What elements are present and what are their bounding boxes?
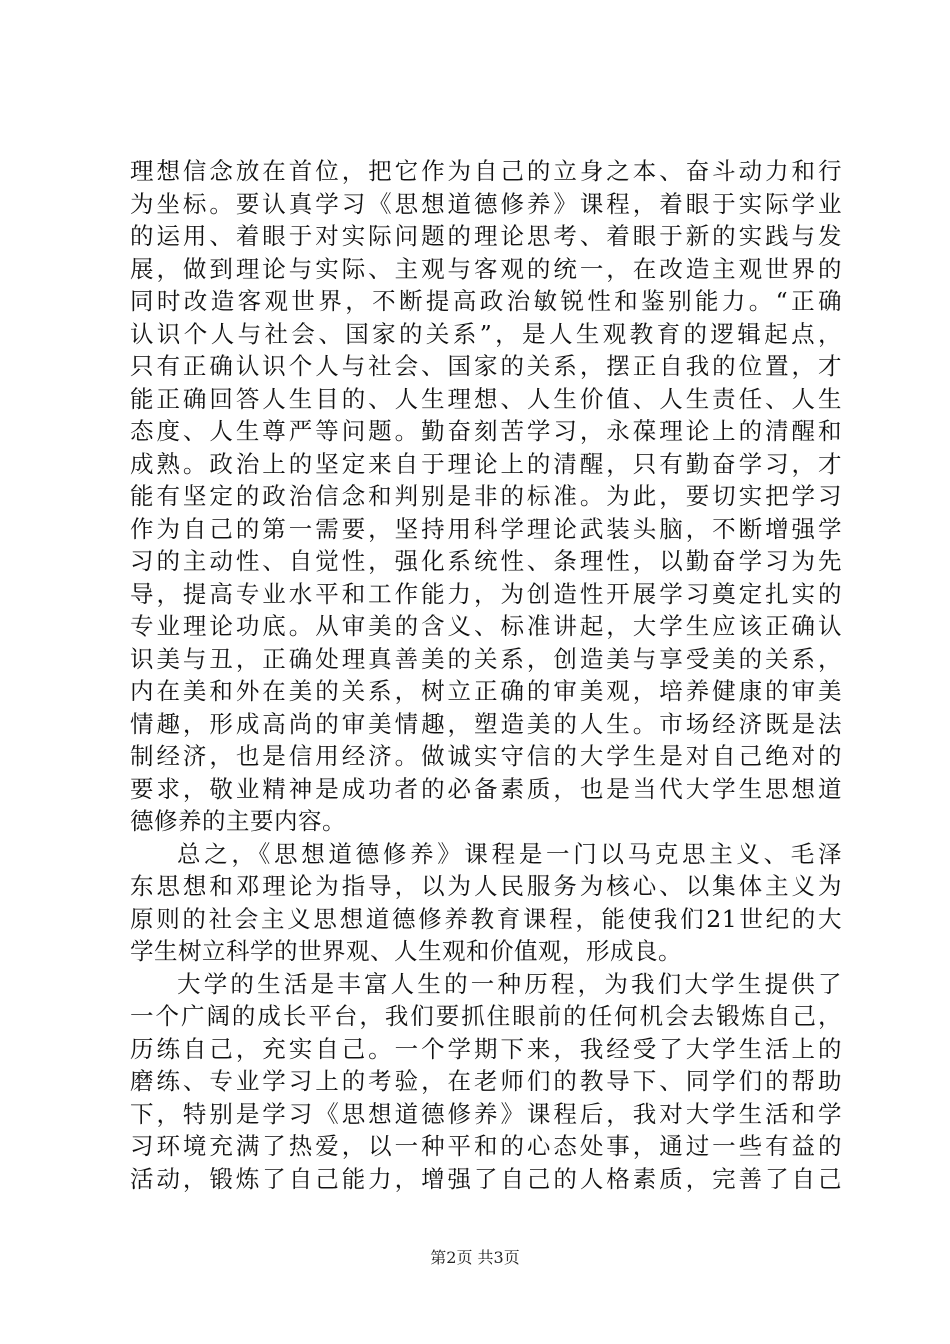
page-footer: 第2页 共3页 <box>430 1248 520 1267</box>
text-line: 导，提高专业水平和工作能力，为创造性开展学习奠定扎实的 <box>130 579 842 608</box>
text-line: 的运用、着眼于对实际问题的理论思考、着眼于新的实践与发 <box>130 222 842 250</box>
body-paragraph <box>130 838 842 968</box>
text-line: 下，特别是学习《思想道德修养》课程后，我对大学生活和学 <box>130 1099 842 1128</box>
document-body <box>130 155 842 1195</box>
text-line: 作为自己的第一需要，坚持用科学理论武装头脑，不断增强学 <box>130 514 842 543</box>
body-paragraph <box>130 968 842 1196</box>
text-line: 认识个人与社会、国家的关系”，是人生观教育的逻辑起点， <box>130 319 842 348</box>
text-line: 习环境充满了热爱，以一种平和的心态处事，通过一些有益的 <box>130 1132 842 1160</box>
text-line: 习的主动性、自觉性，强化系统性、条理性，以勤奋学习为先 <box>130 547 842 575</box>
text-line: 一个广阔的成长平台，我们要抓住眼前的任何机会去锻炼自己， <box>130 1002 842 1030</box>
text-line: 识美与丑，正确处理真善美的关系，创造美与享受美的关系， <box>130 644 842 673</box>
text-line: 只有正确认识个人与社会、国家的关系，摆正自我的位置，才 <box>130 352 842 380</box>
text-line: 德修养的主要内容。 <box>130 807 346 835</box>
text-line: 展，做到理论与实际、主观与客观的统一，在改造主观世界的 <box>130 254 842 283</box>
text-line: 东思想和邓理论为指导，以为人民服务为核心、以集体主义为 <box>130 872 842 900</box>
text-line: 制经济，也是信用经济。做诚实守信的大学生是对自己绝对的 <box>130 742 842 770</box>
text-line: 情趣，形成高尚的审美情趣，塑造美的人生。市场经济既是法 <box>130 709 842 738</box>
text-line: 要求，敬业精神是成功者的必备素质，也是当代大学生思想道 <box>130 774 842 803</box>
text-line: 原则的社会主义思想道德修养教育课程，能使我们21世纪的大 <box>130 904 842 933</box>
text-line: 总之，《思想道德修养》课程是一门以马克思主义、毛泽 <box>177 839 842 868</box>
text-line: 历练自己，充实自己。一个学期下来，我经受了大学生活上的 <box>130 1034 842 1063</box>
text-line: 成熟。政治上的坚定来自于理论上的清醒，只有勤奋学习，才 <box>130 449 842 478</box>
text-line: 能有坚定的政治信念和判别是非的标准。为此，要切实把学习 <box>130 482 842 510</box>
text-line: 活动，锻炼了自己能力，增强了自己的人格素质，完善了自己 <box>130 1164 842 1193</box>
text-line: 学生树立科学的世界观、人生观和价值观，形成良。 <box>130 937 682 965</box>
text-line: 同时改造客观世界，不断提高政治敏锐性和鉴别能力。“正确 <box>130 287 842 315</box>
text-line: 大学的生活是丰富人生的一种历程，为我们大学生提供了 <box>177 969 842 998</box>
text-line: 态度、人生尊严等问题。勤奋刻苦学习，永葆理论上的清醒和 <box>130 417 842 445</box>
text-line: 为坐标。要认真学习《思想道德修养》课程，着眼于实际学业 <box>130 189 842 218</box>
text-line: 能正确回答人生目的、人生理想、人生价值、人生责任、人生 <box>130 384 842 413</box>
text-line: 专业理论功底。从审美的含义、标准讲起，大学生应该正确认 <box>130 612 842 640</box>
body-paragraph <box>130 155 842 838</box>
text-line: 内在美和外在美的关系，树立正确的审美观，培养健康的审美 <box>130 677 842 705</box>
text-line: 磨练、专业学习上的考验，在老师们的教导下、同学们的帮助 <box>130 1067 842 1095</box>
text-line: 理想信念放在首位，把它作为自己的立身之本、奋斗动力和行 <box>130 157 842 185</box>
